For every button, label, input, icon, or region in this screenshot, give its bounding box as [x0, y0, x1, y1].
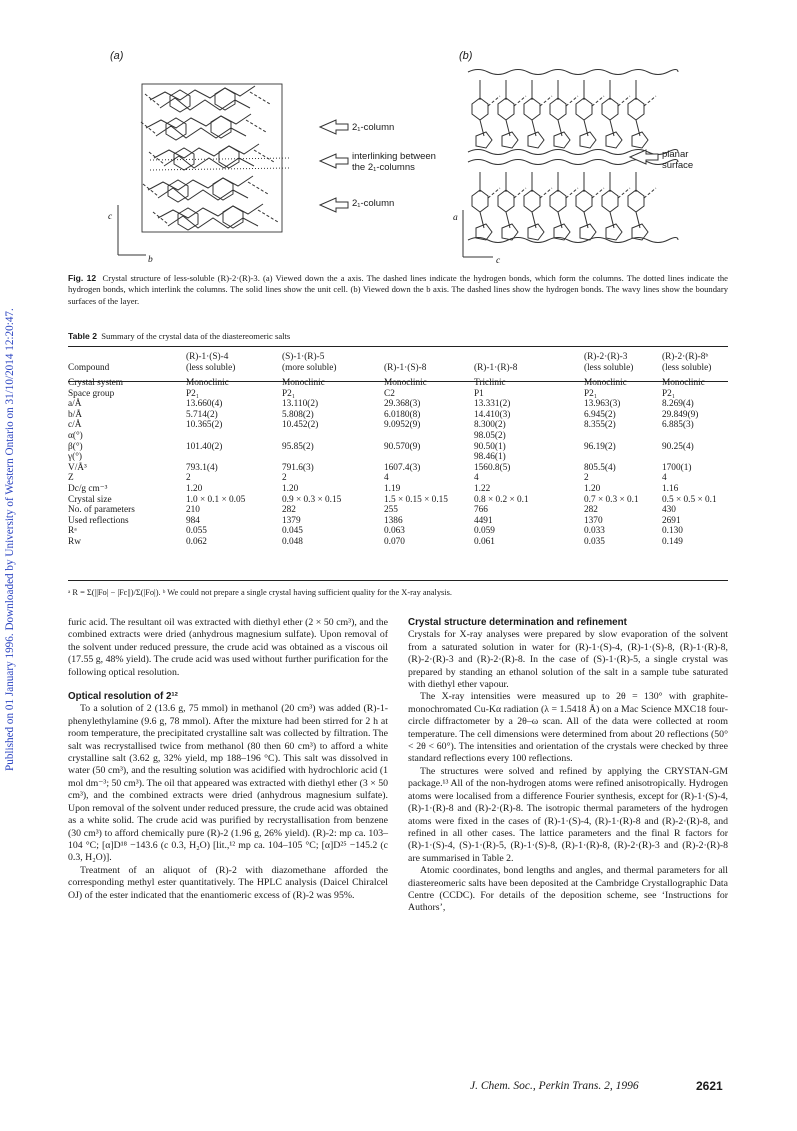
table-cell: P2₁ [584, 388, 598, 399]
download-notice: Published on 01 January 1996. Downloaded by University of Western Ontario on 31/10/2014 12:20:47. [4, 308, 16, 772]
table-cell: 98.46(1) [474, 452, 506, 463]
table-cell: 1700(1) [662, 462, 692, 473]
table-cell: 0.5 × 0.5 × 0.1 [662, 494, 717, 505]
table-cell: 2 [282, 473, 287, 484]
table-cell: 793.1(4) [186, 462, 218, 473]
table-footnote: ᵃ R = Σ(||Fo| − |Fc||)/Σ(|Fo|). ᵇ We could not prepare a single crystal having sufficient quality for the X-ray analysis. [68, 588, 452, 597]
axis-label-a-c: c [108, 212, 113, 222]
table-cell [662, 431, 728, 442]
paragraph: Treatment of an aliquot of (R)-2 with diazomethane afforded the corresponding methyl ester quantitatively. The HPLC analysis (Daicel Chiralcel OJ) of the ester indicated that the enantiomeric excess of (R)-2 was 95%. [68, 864, 388, 901]
table-cell [282, 452, 384, 463]
table-row [68, 463, 728, 474]
table-row-label: Space group [68, 388, 115, 399]
annotation-planar-line2: surface [662, 160, 694, 171]
table-row-label: b/Å [68, 409, 82, 420]
table-row-label: Rᵃ [68, 526, 77, 537]
section-heading-crystal-structure: Crystal structure determination and refinement [408, 617, 627, 628]
right-column [408, 617, 728, 915]
table-row [68, 505, 728, 516]
table-cell: 9.0952(9) [384, 420, 421, 431]
table-cell: 0.7 × 0.3 × 0.1 [584, 494, 639, 505]
table-row [68, 526, 728, 537]
table-cell: 0.9 × 0.3 × 0.15 [282, 494, 342, 505]
table-cell: 0.059 [474, 526, 495, 537]
panel-b-structure [463, 70, 678, 258]
table-row-label: γ(°) [68, 452, 83, 463]
figure-caption [68, 273, 728, 307]
table-row [68, 442, 728, 453]
crystal-structure-figure [0, 0, 797, 270]
table-title [68, 331, 290, 341]
section-heading-optical-resolution: Optical resolution of 2¹² [68, 691, 178, 703]
table-cell: 1.22 [474, 483, 491, 494]
table-row [68, 431, 728, 442]
table-row [68, 389, 728, 400]
axis-label-a-b: b [148, 255, 153, 265]
table-header-cell: (R)-2·(R)-8ᵇ (less soluble) [662, 352, 712, 373]
table-cell: 6.885(3) [662, 420, 694, 431]
table-row-label: Rw [68, 536, 81, 547]
table-cell: 10.452(2) [282, 420, 319, 431]
table-cell: 14.410(3) [474, 409, 511, 420]
paragraph: The structures were solved and refined by applying the CRYSTAN-GM package.¹³ All of the non-hydrogen atoms were refined anisotropically. Hydrogen atoms were localised from a difference Fourier synthesis, except for (R)-1·(S)-4, (R)-1·(R)-8 and (R)-2·(R)-8. The isotropic thermal parameters of the hydrogen atoms were fixed in the cases of (R)-1·(S)-4, (R)-1·(R)-8 and (R)-2·(R)-8, and refined in all other cases. The lattice parameters and the final R factors for (R)-1·(S)-4, (S)-1·(R)-5, (R)-1·(S)-8, (R)-1·(R)-8, (R)-2·(R)-3 and (R)-2·(R)-8 are summarised in Table 2. [408, 765, 728, 864]
figure-caption-label: Fig. 12 [68, 273, 97, 283]
table-cell: Monoclinic [384, 378, 427, 388]
table-cell: 98.05(2) [474, 430, 506, 441]
table-cell: 1386 [384, 515, 403, 526]
table-row-label: Z [68, 473, 74, 484]
table-cell [384, 452, 474, 463]
table-row-label: α(°) [68, 430, 83, 441]
table-cell: Monoclinic [584, 378, 627, 388]
table-cell: 1.20 [186, 483, 203, 494]
table-cell: 1.19 [384, 483, 401, 494]
table-cell: 1.20 [282, 483, 299, 494]
table-cell: 90.25(4) [662, 441, 694, 452]
table-row [68, 484, 728, 495]
table-cell: 430 [662, 505, 676, 516]
table-cell [584, 431, 662, 442]
table-cell: 766 [474, 505, 488, 516]
table-cell: P2₁ [282, 388, 296, 399]
table-header-cell: (R)-2·(R)-3 (less soluble) [584, 352, 634, 373]
table-cell: 0.033 [584, 526, 605, 537]
table-cell: Monoclinic [282, 378, 325, 388]
axis-label-b-c: c [496, 256, 501, 266]
table-row-label: Crystal size [68, 494, 112, 505]
table-row-label: β(°) [68, 441, 83, 452]
table-row [68, 420, 728, 431]
table-title-text: Summary of the crystal data of the diastereomeric salts [101, 331, 291, 341]
table-cell [584, 452, 662, 463]
table-cell: 101.40(2) [186, 441, 223, 452]
table-cell: 90.570(9) [384, 441, 421, 452]
table-cell: 0.045 [282, 526, 303, 537]
table-cell: 10.365(2) [186, 420, 223, 431]
table-cell: 29.368(3) [384, 399, 421, 410]
table-row-label: c/Å [68, 420, 82, 431]
table-cell: 2 [186, 473, 191, 484]
table-cell: 0.055 [186, 526, 207, 537]
table-cell: 5.714(2) [186, 409, 218, 420]
table-row-label: Used reflections [68, 515, 129, 526]
table-cell: 1.16 [662, 483, 679, 494]
table-cell [384, 431, 474, 442]
table-header-cell: (R)-1·(R)-8 [474, 363, 518, 373]
table-cell: 0.061 [474, 536, 495, 547]
table-row [68, 537, 728, 548]
table-cell: 5.808(2) [282, 409, 314, 420]
left-column [68, 617, 388, 902]
table-cell: 1.20 [584, 483, 601, 494]
table-cell: 1379 [282, 515, 301, 526]
panel-a-structure [118, 84, 348, 255]
table-row [68, 495, 728, 506]
table-cell: 2691 [662, 515, 681, 526]
table-cell: 0.149 [662, 536, 683, 547]
table-row-label: a/Å [68, 399, 82, 410]
table-cell: 0.063 [384, 526, 405, 537]
table-cell: 984 [186, 515, 200, 526]
table-cell: 4491 [474, 515, 493, 526]
table-cell: 0.048 [282, 536, 303, 547]
table-cell: 255 [384, 505, 398, 516]
paragraph: To a solution of 2 (13.6 g, 75 mmol) in methanol (20 cm³) was added (R)-1-phenylethylamine (9.6 g, 78 mmol). After the mixture had been stirred for 2 h at room temperature, the precipitated crystalline salt was collected by filtration. The salt was recrystallised twice from methanol (80 then 60 cm³) to afford a white crystalline salt (3.62 g, 32% yield, mp 188–196 °C). This salt was dissolved in water (50 cm³), and the resulting solution was acidified with hydrochloric acid (1 mol dm⁻³; 50 cm³). The oil that appeared was extracted with diethyl ether (3 × 50 cm³), and the combined extracts were dried (anhydrous magnesium sulfate). Upon removal of the solvent under reduced pressure, the crude acid was obtained as a white solid. The crude acid was purified by recrystallisation from benzene (30 cm³) to afford chemically pure (R)-2 (1.96 g, 26% yield). (R)-2: mp ca. 103–104 °C; [α]D¹⁸ −143.6 (c 0.3, H₂O) [lit.,¹² mp ca. 104–105 °C; [α]D²⁵ −145.2 (c 0.3, H₂O)]. [68, 703, 389, 864]
table-cell: C2 [384, 388, 395, 399]
table-cell: Monoclinic [662, 378, 705, 388]
table-cell: 1607.4(3) [384, 462, 421, 473]
table-header-row [68, 352, 728, 378]
figure-caption-text: Crystal structure of less-soluble (R)-2·(R)-3. (a) Viewed down the a axis. The dashed lines indicate the hydrogen bonds, which form the columns. The dotted lines indicate the hydrogen bonds, which interlink the columns. The solid lines show the unit cell. (b) Viewed down the b axis. The dashed lines show the hydrogen bonds. The wavy lines show the boundary surfaces of the layer. [68, 273, 728, 306]
table-cell: Monoclinic [186, 378, 229, 388]
table-cell: 95.85(2) [282, 441, 314, 452]
table-cell: 2 [584, 473, 589, 484]
annotation-2-1-column-bottom: 2₁-column [352, 198, 395, 209]
crystal-data-table [68, 352, 728, 548]
table-cell: 8.269(4) [662, 399, 694, 410]
table-cell: P1 [474, 388, 484, 399]
annotation-interlink-line1: interlinking between [352, 151, 436, 162]
table-cell [186, 452, 282, 463]
annotation-interlink-line2: the 2₁-columns [352, 162, 415, 173]
table-cell: 13.660(4) [186, 399, 223, 410]
table-cell: 282 [282, 505, 296, 516]
table-header-cell: (S)-1·(R)-5 (more soluble) [282, 352, 337, 373]
table-cell: 1.0 × 0.1 × 0.05 [186, 494, 246, 505]
table-cell: 0.8 × 0.2 × 0.1 [474, 494, 529, 505]
table-cell: Triclinic [474, 378, 506, 388]
table-cell: 96.19(2) [584, 441, 616, 452]
paragraph: Atomic coordinates, bond lengths and angles, and thermal parameters for all diastereomeric salts have been deposited at the Cambridge Crystallographic Data Centre (CCDC). For details of the deposition scheme, see ‘Instructions for Authors’, [408, 865, 728, 914]
table-bottom-rule [68, 580, 728, 581]
paragraph: Crystals for X-ray analyses were prepared by slow evaporation of the solvent from a saturated solution in water for (R)-1·(S)-4, (R)-1·(S)-8, (R)-1·(R)-8, (R)-2·(R)-3 and (R)-2·(R)-8. In the case of (S)-1·(R)-5, a single crystal was prepared by standing an ethanol solution of the salt in a sample tube saturated with diethyl ether vapour. [408, 629, 728, 691]
table-cell: 791.6(3) [282, 462, 314, 473]
table-cell: 13.963(3) [584, 399, 621, 410]
table-cell: 6.945(2) [584, 409, 616, 420]
table-row [68, 399, 728, 410]
table-cell: 0.130 [662, 526, 683, 537]
table-row [68, 516, 728, 527]
journal-reference: J. Chem. Soc., Perkin Trans. 2, 1996 [470, 1080, 639, 1092]
table-cell: 4 [474, 473, 479, 484]
table-cell: 1370 [584, 515, 603, 526]
annotation-2-1-column-top: 2₁-column [352, 122, 395, 133]
table-cell: 805.5(4) [584, 462, 616, 473]
table-label: Table 2 [68, 331, 97, 341]
paragraph: furic acid. The resultant oil was extracted with diethyl ether (2 × 50 cm³), and the combined extracts were dried (anhydrous magnesium sulfate). Upon removal of the solvent under reduced pressure, the crude acid was obtained as a viscous oil (17.55 g, 48% yield). The crude acid was used without further purification for the following optical resolution. [68, 617, 388, 678]
table-cell: 0.035 [584, 536, 605, 547]
table-cell: 13.331(2) [474, 399, 511, 410]
table-cell: 282 [584, 505, 598, 516]
panel-a-label: (a) [110, 50, 124, 62]
table-top-rule [68, 346, 728, 347]
table-cell: 90.50(1) [474, 441, 506, 452]
table-cell: 0.070 [384, 536, 405, 547]
table-cell [186, 431, 282, 442]
table-row [68, 378, 728, 389]
annotation-planar-line1: planar [662, 149, 689, 160]
table-row [68, 452, 728, 463]
axis-label-b-a: a [453, 213, 458, 223]
table-cell [282, 431, 384, 442]
page-number: 2621 [696, 1079, 723, 1093]
table-cell: P2₁ [186, 388, 200, 399]
table-cell: 8.300(2) [474, 420, 506, 431]
table-cell [662, 452, 728, 463]
table-row-label: Dc/g cm⁻³ [68, 483, 108, 494]
table-row [68, 473, 728, 484]
paragraph: The X-ray intensities were measured up to 2θ = 130° with graphite-monochromated Cu-Kα radiation (λ = 1.5418 Å) on a Mac Science MXC18 four-circle diffractometer by a 2θ–ω scan. All of the data were collected at room temperature. The cell dimensions were determined from about 20 reflections (50° < 2θ < 60°). The intensities and orientation of the crystals were checked by three standard reflections every 100 reflections. [408, 691, 728, 765]
table-header-cell: Compound [68, 363, 110, 373]
table-cell: P2₁ [662, 388, 676, 399]
table-cell: 29.849(9) [662, 409, 699, 420]
table-row-label: V/Å³ [68, 462, 87, 473]
table-row-label: Crystal system [68, 378, 124, 388]
table-cell: 1560.8(5) [474, 462, 511, 473]
table-row-label: No. of parameters [68, 505, 135, 516]
table-cell: 210 [186, 505, 200, 516]
table-cell: 0.062 [186, 536, 207, 547]
table-cell: 4 [662, 473, 667, 484]
table-row [68, 410, 728, 421]
table-cell: 1.5 × 0.15 × 0.15 [384, 494, 448, 505]
table-cell: 8.355(2) [584, 420, 616, 431]
table-cell: 13.110(2) [282, 399, 319, 410]
table-cell: 6.0180(8) [384, 409, 421, 420]
table-header-cell: (R)-1·(S)-4 (less soluble) [186, 352, 236, 373]
table-header-cell: (R)-1·(S)-8 [384, 363, 427, 373]
table-cell: 4 [384, 473, 389, 484]
panel-b-label: (b) [459, 50, 473, 62]
